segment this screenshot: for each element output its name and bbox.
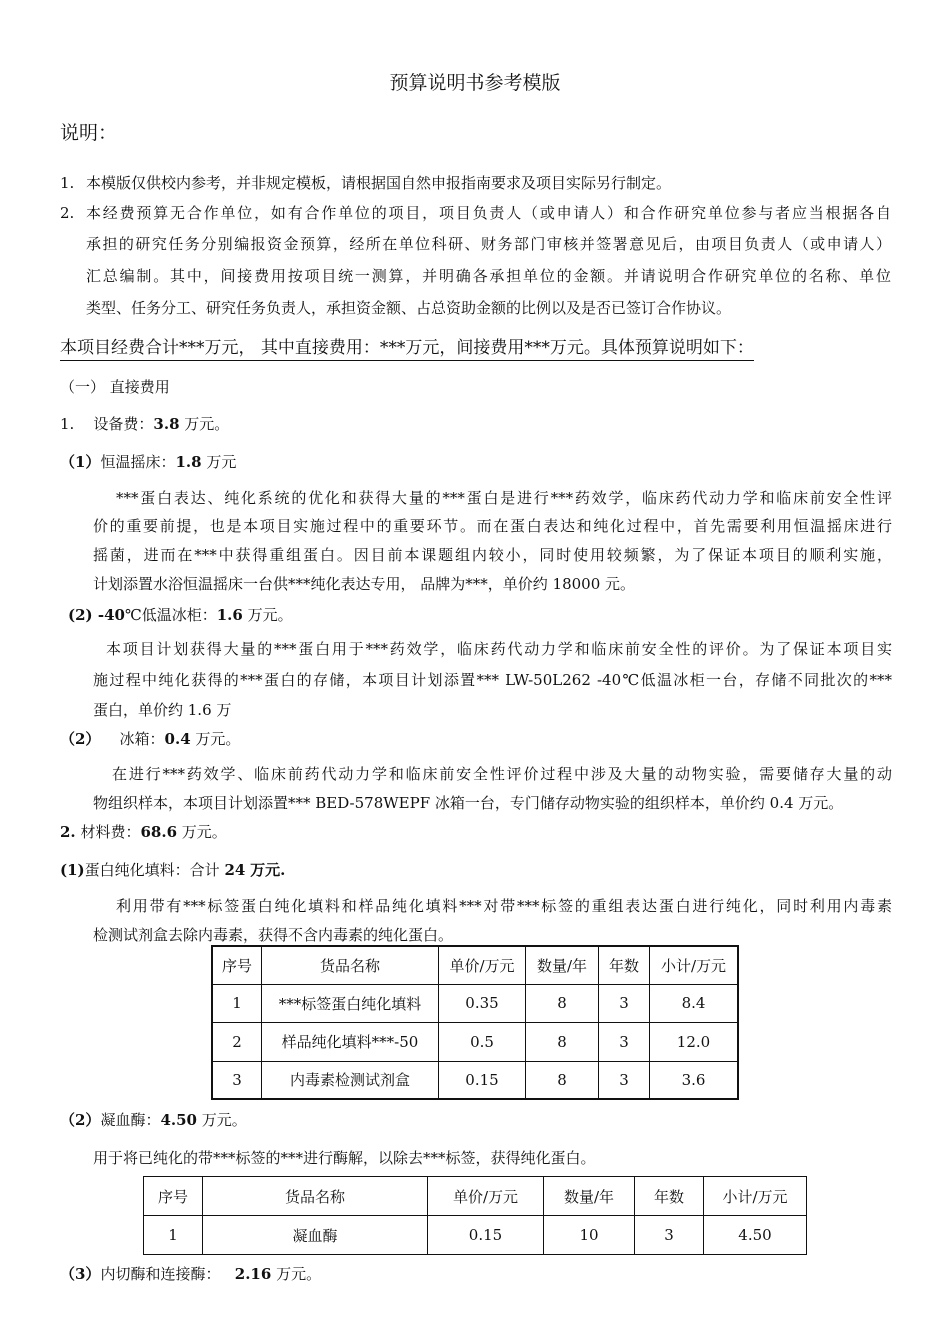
table-header-row: [212, 946, 738, 984]
notes-heading: 说明：: [60, 122, 118, 144]
item-amount: 1.6: [216, 606, 243, 624]
item-amount: 1.8: [175, 453, 202, 471]
table-cell: 0.35: [439, 984, 526, 1022]
table-cell: 8: [526, 1022, 599, 1061]
paragraph-line: ***蛋白表达、纯化系统的优化和获得大量的***蛋白是进行***药效学，临床药代动力学和临床前安全性评: [116, 489, 892, 507]
document-title: 预算说明书参考模版: [389, 72, 561, 94]
table-row: [212, 1022, 738, 1061]
table-cell: 3: [599, 1061, 650, 1099]
item-unit: 万元。: [271, 1265, 322, 1283]
item-unit: 万元。: [197, 1111, 247, 1129]
paragraph-line: 价的重要前提，也是本项目实施过程中的重要环节。而在蛋白表达和纯化过程中，首先需要利用恒温摇床进行: [93, 517, 892, 535]
table-header-cell: 货品名称: [203, 1177, 428, 1216]
table-cell: 0.15: [439, 1061, 526, 1099]
table-cell: 1: [212, 984, 262, 1022]
table-cell: 0.15: [428, 1216, 544, 1255]
note-text-2-line-3: 汇总编制。其中，间接费用按项目统一测算，并明确各承担单位的金额。并请说明合作研究单位的名称、单位: [86, 267, 891, 285]
table-row: [212, 1061, 738, 1099]
item-label: 凝血酶：: [100, 1111, 161, 1129]
item-label: ℃低温冰柜：: [124, 606, 217, 624]
item-number: （3）: [60, 1265, 101, 1283]
table-cell: 10: [544, 1216, 635, 1255]
table-cell: 内毒素检测试剂盒: [262, 1061, 439, 1099]
materials-amount: 68.6: [140, 823, 178, 841]
item-amount: 0.4: [164, 730, 191, 748]
table-cell: 12.0: [650, 1022, 739, 1061]
paragraph-line: 施过程中纯化获得的***蛋白的存储，本项目计划添置*** LW-50L262 -40℃低温冰柜一台，存储不同批次的***: [93, 671, 892, 689]
paragraph-line: 摇菌，进而在***中获得重组蛋白。因目前本课题组内较小，同时使用较频繁，为了保证本项目的顺利实施，: [93, 546, 892, 564]
materials-item1-heading: [60, 860, 285, 880]
equipment-unit: 万元。: [184, 415, 230, 433]
note-number-1: 1.: [60, 174, 75, 192]
equipment-item1-heading: [60, 452, 236, 472]
table-cell: ***标签蛋白纯化填料: [262, 984, 439, 1022]
item-label: 内切酶和连接酶：: [100, 1265, 221, 1283]
table-cell: 1: [144, 1216, 203, 1255]
table-cell: 3: [599, 984, 650, 1022]
table-header-cell: 数量/年: [526, 946, 599, 984]
paragraph-line: 检测试剂盒去除内毒素，获得不含内毒素的纯化蛋白。: [93, 926, 454, 944]
item-number: (2) -40: [68, 606, 125, 624]
equipment-item2-heading: [68, 605, 293, 625]
equipment-item3-heading: [60, 729, 240, 749]
item-number: (1): [60, 861, 85, 879]
materials-unit: 万元。: [181, 823, 227, 841]
table-cell: 3: [212, 1061, 262, 1099]
item-label: 恒温摇床：: [100, 453, 176, 471]
paragraph-line: 本项目计划获得大量的***蛋白用于***药效学，临床药代动力学和临床前安全性的评价。为了保证本项目实: [106, 640, 892, 658]
equipment-label: 设备费：: [93, 415, 154, 433]
item-amount: 4.50: [160, 1111, 197, 1129]
item-unit: 万元。: [242, 606, 293, 624]
table-cell: 样品纯化填料***-50: [262, 1022, 439, 1061]
table-header-cell: 年数: [635, 1177, 704, 1216]
table-cell: 凝血酶: [203, 1216, 428, 1255]
paragraph-line: 在进行***药效学、临床前药代动力学和临床前安全性评价过程中涉及大量的动物实验，需要储存大量的动: [112, 765, 892, 783]
table-row: [144, 1216, 807, 1255]
paragraph-line: 蛋白，单价约 1.6 万: [93, 701, 232, 719]
item-amount: 2.16: [234, 1265, 272, 1283]
item-label: 冰箱：: [119, 730, 165, 748]
table-header-cell: 年数: [599, 946, 650, 984]
materials-label: 材料费：: [80, 823, 141, 841]
paragraph-line: 计划添置水浴恒温摇床一台供***纯化表达专用， 品牌为***，单价约 18000 元。: [93, 575, 636, 593]
table-header-row: [144, 1177, 807, 1216]
equipment-number: 1.: [60, 415, 75, 433]
note-number-2: 2.: [60, 204, 75, 222]
table-cell: 0.5: [439, 1022, 526, 1061]
item-number: （1）: [60, 453, 101, 471]
table-header-cell: 小计/万元: [704, 1177, 807, 1216]
item-unit: 万元: [201, 453, 237, 471]
budget-summary: 本项目经费合计***万元， 其中直接费用：***万元，间接费用***万元。具体预算说明如下：: [60, 338, 754, 361]
table-header-cell: 序号: [144, 1177, 203, 1216]
table-cell: 8.4: [650, 984, 739, 1022]
note-text-2-line-4: 类型、任务分工、研究任务负责人，承担资金额、占总资助金额的比例以及是否已签订合作协议。: [86, 299, 732, 317]
table-cell: 3: [635, 1216, 704, 1255]
table-row: [212, 984, 738, 1022]
table-header-cell: 序号: [212, 946, 262, 984]
table-header-cell: 货品名称: [262, 946, 439, 984]
item-number: （2）: [60, 1111, 101, 1129]
paragraph-line: 利用带有***标签蛋白纯化填料和样品纯化填料***对带***标签的重组表达蛋白进行纯化，同时利用内毒素: [116, 897, 892, 915]
note-text-1: 本模版仅供校内参考，并非规定模板，请根据国自然申报指南要求及项目实际另行制定。: [86, 174, 672, 192]
item-amount: 24: [224, 861, 246, 879]
table-cell: 8: [526, 1061, 599, 1099]
materials-table-1: [211, 945, 739, 1100]
item-unit: 万元.: [250, 861, 286, 879]
equipment-heading: [60, 414, 229, 434]
table-header-cell: 数量/年: [544, 1177, 635, 1216]
note-text-2-line-1: 本经费预算无合作单位，如有合作单位的项目，项目负责人（或申请人）和合作研究单位参与者应当根据各自: [86, 204, 891, 222]
table-cell: 3.6: [650, 1061, 739, 1099]
item-label: 蛋白纯化填料：合计: [84, 861, 220, 879]
table-header-cell: 单价/万元: [439, 946, 526, 984]
item-unit: 万元。: [190, 730, 241, 748]
materials-number: 2.: [60, 823, 76, 841]
table-cell: 2: [212, 1022, 262, 1061]
paragraph-line: 物组织样本，本项目计划添置*** BED-578WEPF 冰箱一台，专门储存动物实验的组织样本，单价约 0.4 万元。: [93, 794, 844, 812]
table-header-cell: 小计/万元: [650, 946, 739, 984]
table-header-cell: 单价/万元: [428, 1177, 544, 1216]
materials-item2-heading: [60, 1110, 247, 1130]
item-number: （2）: [60, 730, 101, 748]
materials-table-2: [143, 1176, 807, 1255]
note-text-2-line-2: 承担的研究任务分别编报资金预算，经所在单位科研、财务部门审核并签署意见后，由项目负责人（或申请人）: [86, 235, 891, 253]
paragraph-line: 用于将已纯化的带***标签的***进行酶解，以除去***标签，获得纯化蛋白。: [93, 1149, 596, 1167]
section-direct-costs: （一） 直接费用: [60, 378, 170, 396]
table-cell: 8: [526, 984, 599, 1022]
table-cell: 3: [599, 1022, 650, 1061]
materials-heading: [60, 822, 227, 842]
table-cell: 4.50: [704, 1216, 807, 1255]
equipment-amount: 3.8: [153, 415, 180, 433]
materials-item3-heading: [60, 1264, 321, 1284]
